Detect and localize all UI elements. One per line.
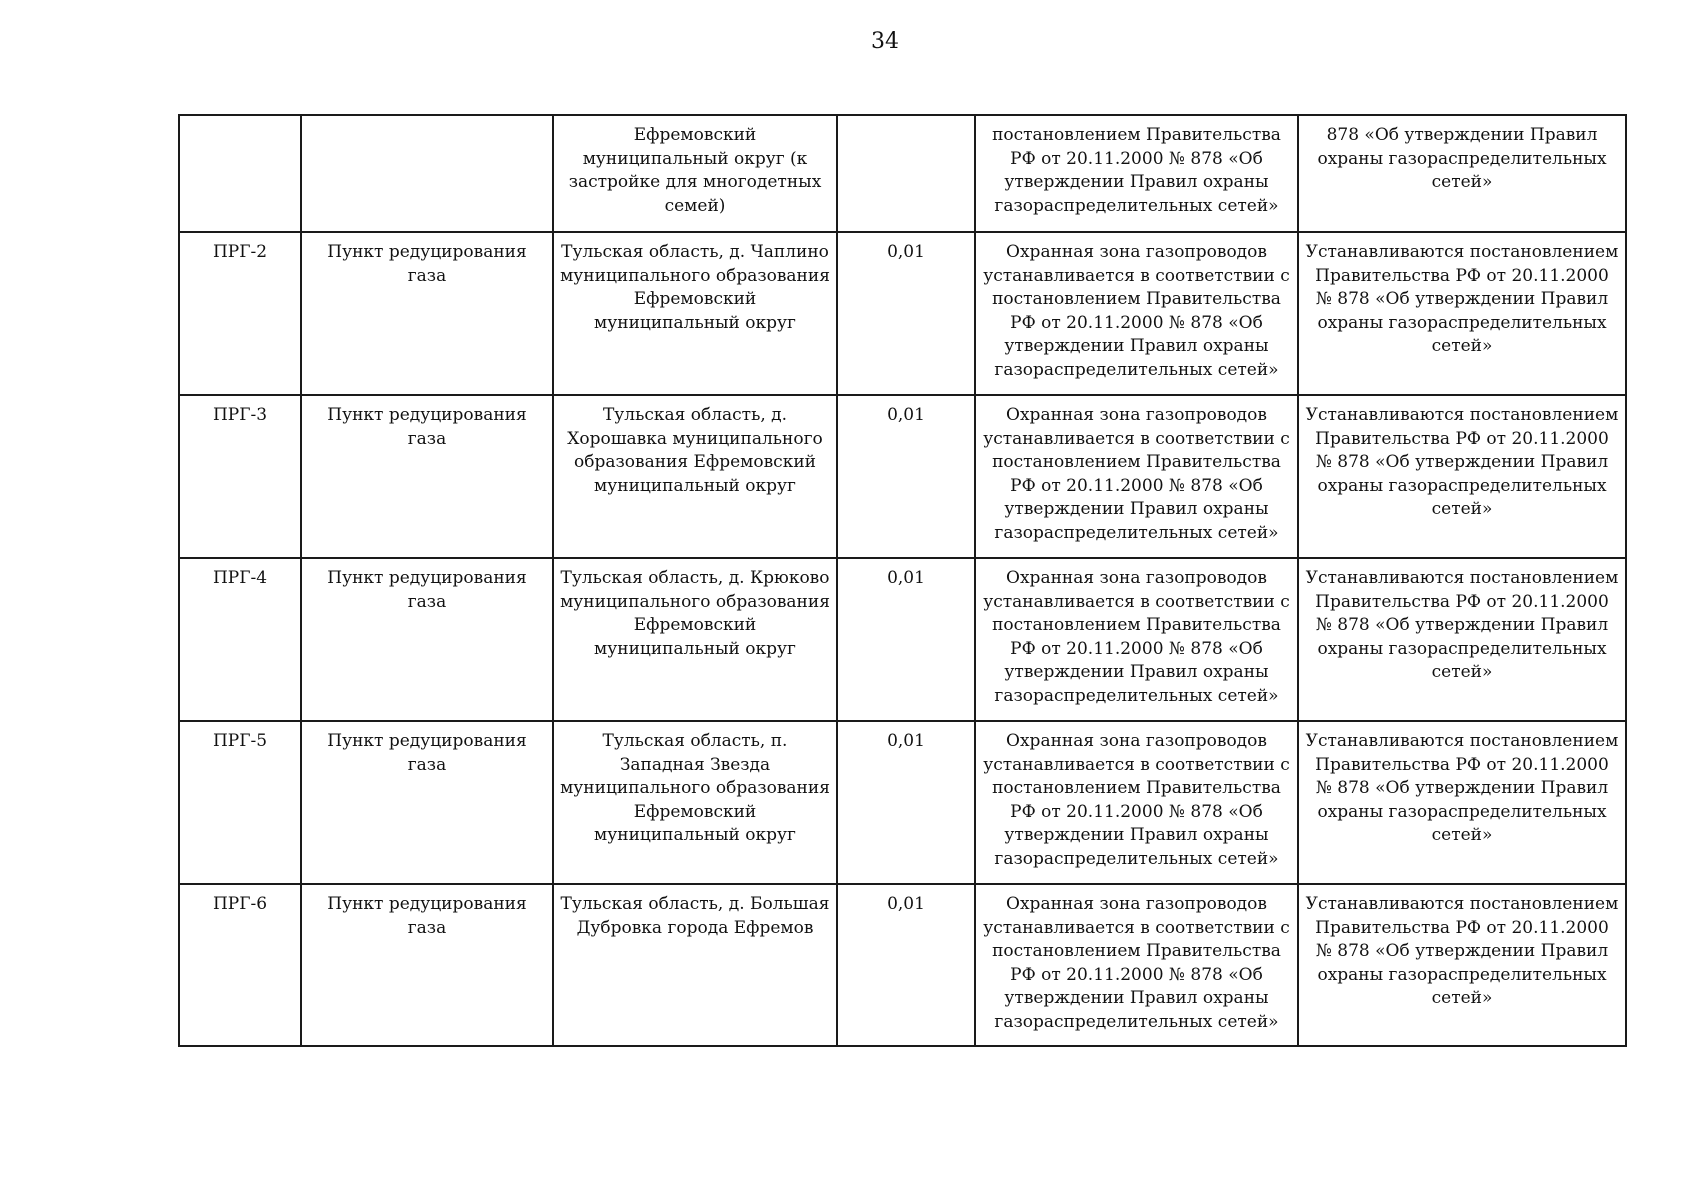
protection-zone-cell: постановлением Правительства РФ от 20.11.2000 № 878 «Об утверждении Правил охраны газораспределительных сетей» [975, 115, 1298, 232]
object-name-cell: Пункт редуцирования газа [301, 884, 553, 1046]
facilities-table [178, 114, 1627, 1047]
object-code-cell: ПРГ-2 [179, 232, 301, 395]
location-cell: Тульская область, д. Хорошавка муниципального образования Ефремовский муниципальный округ [553, 395, 837, 558]
table-row [179, 884, 1626, 1046]
object-code-cell: ПРГ-3 [179, 395, 301, 558]
page-number: 34 [871, 29, 899, 54]
table-row [179, 721, 1626, 884]
object-code-cell: ПРГ-5 [179, 721, 301, 884]
table-row [179, 395, 1626, 558]
restrictions-cell: Устанавливаются постановлением Правительства РФ от 20.11.2000 № 878 «Об утверждении Правил охраны газораспределительных сетей» [1298, 232, 1626, 395]
area-cell: 0,01 [837, 884, 975, 1046]
protection-zone-cell: Охранная зона газопроводов устанавливается в соответствии с постановлением Правительства РФ от 20.11.2000 № 878 «Об утверждении Правил охраны газораспределительных сетей» [975, 558, 1298, 721]
restrictions-cell: Устанавливаются постановлением Правительства РФ от 20.11.2000 № 878 «Об утверждении Правил охраны газораспределительных сетей» [1298, 558, 1626, 721]
protection-zone-cell: Охранная зона газопроводов устанавливается в соответствии с постановлением Правительства РФ от 20.11.2000 № 878 «Об утверждении Правил охраны газораспределительных сетей» [975, 232, 1298, 395]
object-name-cell: Пункт редуцирования газа [301, 721, 553, 884]
location-cell: Тульская область, п. Западная Звезда муниципального образования Ефремовский муниципальный округ [553, 721, 837, 884]
location-cell: Тульская область, д. Чаплино муниципального образования Ефремовский муниципальный округ [553, 232, 837, 395]
object-code-cell [179, 115, 301, 232]
restrictions-cell: Устанавливаются постановлением Правительства РФ от 20.11.2000 № 878 «Об утверждении Правил охраны газораспределительных сетей» [1298, 884, 1626, 1046]
object-code-cell: ПРГ-4 [179, 558, 301, 721]
table-row [179, 115, 1626, 232]
restrictions-cell: Устанавливаются постановлением Правительства РФ от 20.11.2000 № 878 «Об утверждении Правил охраны газораспределительных сетей» [1298, 395, 1626, 558]
area-cell [837, 115, 975, 232]
object-name-cell: Пункт редуцирования газа [301, 232, 553, 395]
location-cell: Тульская область, д. Большая Дубровка города Ефремов [553, 884, 837, 1046]
table-row [179, 558, 1626, 721]
area-cell: 0,01 [837, 721, 975, 884]
table-row [179, 232, 1626, 395]
location-cell: Тульская область, д. Крюково муниципального образования Ефремовский муниципальный округ [553, 558, 837, 721]
protection-zone-cell: Охранная зона газопроводов устанавливается в соответствии с постановлением Правительства РФ от 20.11.2000 № 878 «Об утверждении Правил охраны газораспределительных сетей» [975, 721, 1298, 884]
restrictions-cell: Устанавливаются постановлением Правительства РФ от 20.11.2000 № 878 «Об утверждении Правил охраны газораспределительных сетей» [1298, 721, 1626, 884]
object-name-cell [301, 115, 553, 232]
location-cell: Ефремовский муниципальный округ (к застройке для многодетных семей) [553, 115, 837, 232]
protection-zone-cell: Охранная зона газопроводов устанавливается в соответствии с постановлением Правительства РФ от 20.11.2000 № 878 «Об утверждении Правил охраны газораспределительных сетей» [975, 395, 1298, 558]
object-name-cell: Пункт редуцирования газа [301, 558, 553, 721]
area-cell: 0,01 [837, 395, 975, 558]
object-code-cell: ПРГ-6 [179, 884, 301, 1046]
area-cell: 0,01 [837, 558, 975, 721]
protection-zone-cell: Охранная зона газопроводов устанавливается в соответствии с постановлением Правительства РФ от 20.11.2000 № 878 «Об утверждении Правил охраны газораспределительных сетей» [975, 884, 1298, 1046]
object-name-cell: Пункт редуцирования газа [301, 395, 553, 558]
restrictions-cell: 878 «Об утверждении Правил охраны газораспределительных сетей» [1298, 115, 1626, 232]
area-cell: 0,01 [837, 232, 975, 395]
